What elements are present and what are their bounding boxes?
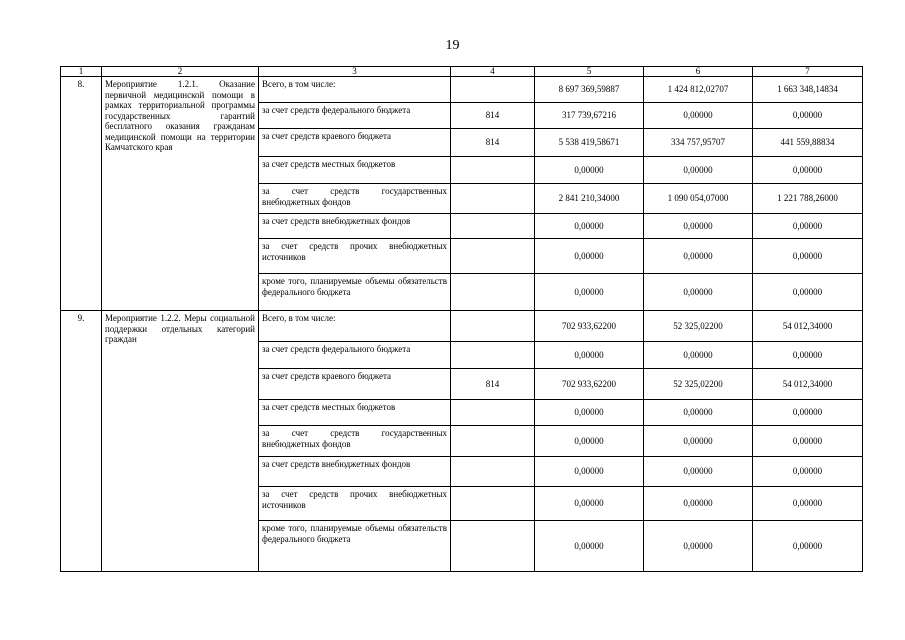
funding-source: за счет средств федерального бюджета	[259, 103, 451, 129]
value-col5: 0,00000	[535, 214, 644, 239]
header-cell: 3	[259, 67, 451, 77]
budget-table	[60, 66, 863, 572]
value-col5: 0,00000	[535, 400, 644, 426]
budget-code	[451, 426, 535, 457]
value-col6: 52 325,02200	[644, 311, 753, 342]
budget-code: 814	[451, 103, 535, 129]
value-col7: 0,00000	[753, 274, 863, 311]
funding-source: за счет средств государственных внебюджетных фондов	[259, 184, 451, 214]
value-col5: 0,00000	[535, 342, 644, 369]
value-col6: 0,00000	[644, 157, 753, 184]
table-row	[61, 311, 863, 342]
header-row	[61, 67, 863, 77]
value-col6: 334 757,95707	[644, 129, 753, 157]
value-col5: 0,00000	[535, 274, 644, 311]
value-col7: 0,00000	[753, 457, 863, 487]
value-col7: 0,00000	[753, 214, 863, 239]
budget-code: 814	[451, 129, 535, 157]
funding-source: за счет средств прочих внебюджетных источников	[259, 487, 451, 521]
funding-source: за счет средств федерального бюджета	[259, 342, 451, 369]
value-col7: 1 221 788,26000	[753, 184, 863, 214]
row-number: 9.	[61, 311, 102, 572]
value-col6: 52 325,02200	[644, 369, 753, 400]
header-cell: 4	[451, 67, 535, 77]
budget-code	[451, 487, 535, 521]
funding-source: Всего, в том числе:	[259, 311, 451, 342]
header-cell: 6	[644, 67, 753, 77]
funding-source: кроме того, планируемые объемы обязательств федерального бюджета	[259, 521, 451, 572]
value-col5: 702 933,62200	[535, 311, 644, 342]
budget-code	[451, 400, 535, 426]
value-col7: 54 012,34000	[753, 311, 863, 342]
measure-name: Мероприятие 1.2.1. Оказание первичной медицинской помощи в рамках территориальной программы государственных гарантий бесплатного оказания гражданам медицинской помощи на территории Камчатского края	[102, 77, 259, 311]
value-col5: 2 841 210,34000	[535, 184, 644, 214]
value-col7: 441 559,88834	[753, 129, 863, 157]
budget-code	[451, 157, 535, 184]
funding-source: за счет средств прочих внебюджетных источников	[259, 239, 451, 274]
value-col7: 54 012,34000	[753, 369, 863, 400]
budget-code	[451, 214, 535, 239]
funding-source: за счет средств внебюджетных фондов	[259, 457, 451, 487]
value-col5: 5 538 419,58671	[535, 129, 644, 157]
value-col7: 0,00000	[753, 157, 863, 184]
table-row	[61, 77, 863, 103]
value-col5: 0,00000	[535, 457, 644, 487]
value-col7: 0,00000	[753, 426, 863, 457]
value-col6: 0,00000	[644, 457, 753, 487]
value-col5: 0,00000	[535, 239, 644, 274]
funding-source: за счет средств краевого бюджета	[259, 369, 451, 400]
value-col5: 0,00000	[535, 521, 644, 572]
value-col6: 1 090 054,07000	[644, 184, 753, 214]
header-cell: 5	[535, 67, 644, 77]
header-cell: 2	[102, 67, 259, 77]
value-col6: 0,00000	[644, 426, 753, 457]
page-number: 19	[445, 38, 460, 53]
budget-code	[451, 342, 535, 369]
value-col6: 0,00000	[644, 487, 753, 521]
funding-source: Всего, в том числе:	[259, 77, 451, 103]
funding-source: за счет средств внебюджетных фондов	[259, 214, 451, 239]
value-col7: 1 663 348,14834	[753, 77, 863, 103]
value-col6: 0,00000	[644, 521, 753, 572]
value-col7: 0,00000	[753, 239, 863, 274]
budget-code	[451, 457, 535, 487]
funding-source: за счет средств местных бюджетов	[259, 400, 451, 426]
row-number: 8.	[61, 77, 102, 311]
value-col7: 0,00000	[753, 342, 863, 369]
budget-code	[451, 184, 535, 214]
value-col7: 0,00000	[753, 521, 863, 572]
value-col5: 0,00000	[535, 157, 644, 184]
value-col6: 0,00000	[644, 214, 753, 239]
funding-source: за счет средств краевого бюджета	[259, 129, 451, 157]
funding-source: за счет средств местных бюджетов	[259, 157, 451, 184]
value-col6: 0,00000	[644, 400, 753, 426]
value-col7: 0,00000	[753, 103, 863, 129]
value-col5: 0,00000	[535, 487, 644, 521]
value-col6: 0,00000	[644, 274, 753, 311]
value-col5: 0,00000	[535, 426, 644, 457]
header-cell: 7	[753, 67, 863, 77]
value-col6: 0,00000	[644, 103, 753, 129]
value-col7: 0,00000	[753, 400, 863, 426]
budget-code	[451, 77, 535, 103]
funding-source: за счет средств государственных внебюджетных фондов	[259, 426, 451, 457]
funding-source: кроме того, планируемые объемы обязательств федерального бюджета	[259, 274, 451, 311]
value-col5: 317 739,67216	[535, 103, 644, 129]
budget-code	[451, 239, 535, 274]
value-col6: 0,00000	[644, 239, 753, 274]
budget-code	[451, 311, 535, 342]
value-col6: 0,00000	[644, 342, 753, 369]
value-col5: 702 933,62200	[535, 369, 644, 400]
value-col7: 0,00000	[753, 487, 863, 521]
budget-code	[451, 521, 535, 572]
budget-code: 814	[451, 369, 535, 400]
measure-name: Мероприятие 1.2.2. Меры социальной поддержки отдельных категорий граждан	[102, 311, 259, 572]
value-col6: 1 424 812,02707	[644, 77, 753, 103]
budget-code	[451, 274, 535, 311]
value-col5: 8 697 369,59887	[535, 77, 644, 103]
header-cell: 1	[61, 67, 102, 77]
table-body	[61, 67, 863, 572]
